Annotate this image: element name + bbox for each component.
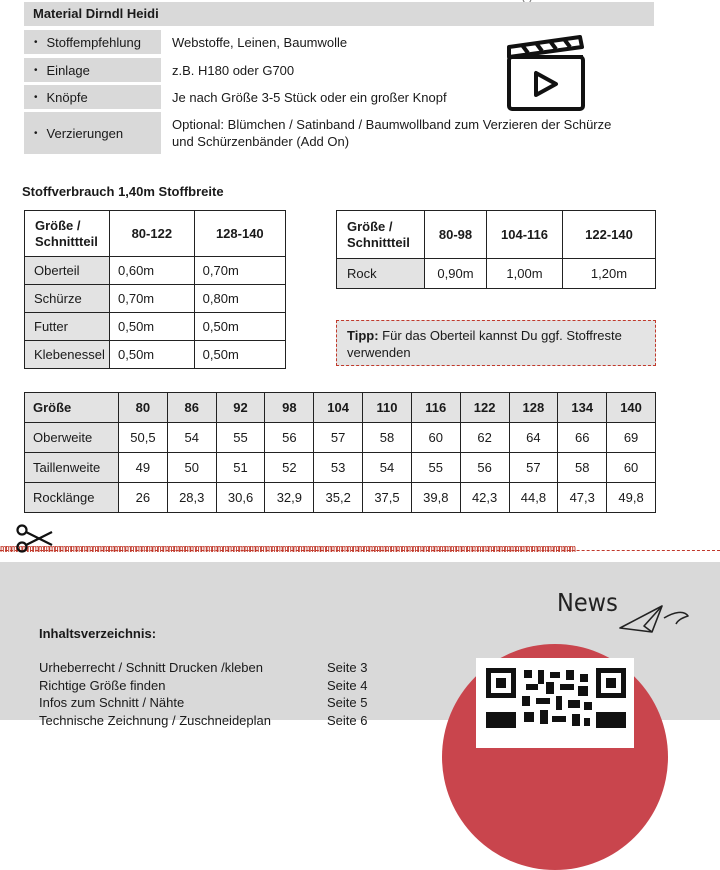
toc-item-page: Seite 6 <box>327 713 368 728</box>
table-cell: 37,5 <box>363 483 412 513</box>
table-cell: Rocklänge <box>25 483 119 513</box>
table-cell: 57 <box>509 453 558 483</box>
table-header: 116 <box>411 393 460 423</box>
toc-title: Inhaltsverzeichnis: <box>39 626 157 641</box>
table-cell: 0,70m <box>110 285 195 313</box>
toc-item-page: Seite 5 <box>327 695 368 710</box>
toc-item-page: Seite 3 <box>327 660 368 675</box>
bottom-panel <box>0 562 720 728</box>
material-value: z.B. H180 oder G700 <box>172 62 295 78</box>
material-value: Je nach Größe 3-5 Stück oder ein großer Knopf <box>172 89 447 105</box>
table-header: 80-122 <box>110 211 195 257</box>
bullet: • <box>34 64 38 76</box>
table-header: 140 <box>607 393 656 423</box>
material-label: Verzierungen <box>46 125 124 141</box>
table-header: 80-98 <box>425 211 487 259</box>
table-cell: 0,90m <box>425 259 487 289</box>
table-cell: 57 <box>314 423 363 453</box>
table-cell: 0,50m <box>194 313 285 341</box>
toc-item-label[interactable]: Richtige Größe finden <box>39 678 166 693</box>
table-cell: 69 <box>607 423 656 453</box>
table-header: 86 <box>167 393 216 423</box>
table-cell: Oberteil <box>25 257 110 285</box>
table-cell: 0,50m <box>110 313 195 341</box>
table-cell: 58 <box>558 453 607 483</box>
tip-text: Für das Oberteil kannst Du ggf. Stoffreste verwenden <box>347 328 622 360</box>
qr-code-icon[interactable] <box>486 668 626 728</box>
video-clapperboard-icon[interactable] <box>506 33 586 113</box>
table-header: 122-140 <box>563 211 656 259</box>
table-cell: Oberweite <box>25 423 119 453</box>
material-value: Optional: Blümchen / Satinband / Baumwollband zum Verzieren der Schürze und Schürzenbänder (Add On) <box>172 117 612 149</box>
toc-item-label[interactable]: Urheberrecht / Schnitt Drucken /kleben <box>39 660 263 675</box>
consumption-table-skirt <box>336 210 656 289</box>
table-cell: 39,8 <box>411 483 460 513</box>
table-row <box>25 313 286 341</box>
material-row-verzierungen <box>24 112 654 154</box>
table-cell: 47,3 <box>558 483 607 513</box>
table-row <box>25 453 656 483</box>
table-cell: 0,60m <box>110 257 195 285</box>
table-cell: 35,2 <box>314 483 363 513</box>
material-label: Stoffempfehlung <box>46 34 141 50</box>
material-title: Material Dirndl Heidi <box>24 2 654 26</box>
table-cell: 60 <box>607 453 656 483</box>
table-header: Größe / Schnittteil <box>25 211 110 257</box>
table-header: 92 <box>216 393 265 423</box>
table-cell: 49 <box>119 453 168 483</box>
table-cell: Klebenessel <box>25 341 110 369</box>
table-header-row <box>337 211 656 259</box>
table-header: 110 <box>363 393 412 423</box>
table-cell: 50 <box>167 453 216 483</box>
table-cell: 26 <box>119 483 168 513</box>
table-cell: 60 <box>411 423 460 453</box>
table-cell: 42,3 <box>460 483 509 513</box>
table-header: 98 <box>265 393 314 423</box>
tip-label: Tipp: <box>347 328 379 343</box>
table-cell: 55 <box>411 453 460 483</box>
table-cell: 28,3 <box>167 483 216 513</box>
table-cell: 62 <box>460 423 509 453</box>
table-header: 80 <box>119 393 168 423</box>
table-row <box>25 257 286 285</box>
table-cell: 0,70m <box>194 257 285 285</box>
table-header-row <box>25 393 656 423</box>
toc-item-label[interactable]: Technische Zeichnung / Zuschneideplan <box>39 713 271 728</box>
toc-item-label[interactable]: Infos zum Schnitt / Nähte <box>39 695 185 710</box>
table-header: 122 <box>460 393 509 423</box>
consumption-title: Stoffverbrauch 1,40m Stoffbreite <box>22 184 224 199</box>
table-cell: 64 <box>509 423 558 453</box>
table-cell: 1,20m <box>563 259 656 289</box>
table-cell: 58 <box>363 423 412 453</box>
material-label: Knöpfe <box>46 89 88 105</box>
toc-item-page: Seite 4 <box>327 678 368 693</box>
table-row <box>25 423 656 453</box>
table-cell: 56 <box>265 423 314 453</box>
table-header: 128 <box>509 393 558 423</box>
table-cell: 53 <box>314 453 363 483</box>
table-header: Größe / Schnittteil <box>337 211 425 259</box>
table-cell: Schürze <box>25 285 110 313</box>
table-cell: 56 <box>460 453 509 483</box>
table-cell: 0,80m <box>194 285 285 313</box>
table-cell: 54 <box>167 423 216 453</box>
paper-plane-icon <box>616 602 692 638</box>
news-heading: News <box>557 588 618 617</box>
table-row <box>337 259 656 289</box>
table-cell: 44,8 <box>509 483 558 513</box>
table-cell: Futter <box>25 313 110 341</box>
consumption-table-parts <box>24 210 286 369</box>
table-header: 104-116 <box>487 211 563 259</box>
table-cell: 30,6 <box>216 483 265 513</box>
table-cell: 51 <box>216 453 265 483</box>
table-cell: 66 <box>558 423 607 453</box>
bullet: • <box>34 91 38 103</box>
bullet: • <box>34 127 38 139</box>
table-row <box>25 483 656 513</box>
table-cell: 55 <box>216 423 265 453</box>
cut-line: mmmmmmmmmmmmmmmmmmmmmmmmmmmmmmmmmmmmmmmmmmmmmmmmmmmmmmmmmmmmmmmmmmmmmmmmmmmmmmmmmmmmmmmmmmmmmmmmmmmmmmmmmm <box>0 541 720 557</box>
scissors-icon <box>14 524 54 554</box>
table-cell: Rock <box>337 259 425 289</box>
table-cell: 52 <box>265 453 314 483</box>
table-header: 128-140 <box>194 211 285 257</box>
material-value: Webstoffe, Leinen, Baumwolle <box>172 34 348 50</box>
table-row <box>25 285 286 313</box>
material-label: Einlage <box>46 62 90 78</box>
table-row <box>25 341 286 369</box>
table-cell: 32,9 <box>265 483 314 513</box>
bullet: • <box>34 36 38 48</box>
table-cell: 0,50m <box>110 341 195 369</box>
table-cell: 49,8 <box>607 483 656 513</box>
table-header: Größe <box>25 393 119 423</box>
table-cell: 50,5 <box>119 423 168 453</box>
size-table <box>24 392 656 513</box>
tip-box <box>336 320 656 366</box>
table-header-row <box>25 211 286 257</box>
table-cell: Taillenweite <box>25 453 119 483</box>
table-cell: 0,50m <box>194 341 285 369</box>
table-cell: 1,00m <box>487 259 563 289</box>
table-cell: 54 <box>363 453 412 483</box>
table-header: 104 <box>314 393 363 423</box>
table-header: 134 <box>558 393 607 423</box>
